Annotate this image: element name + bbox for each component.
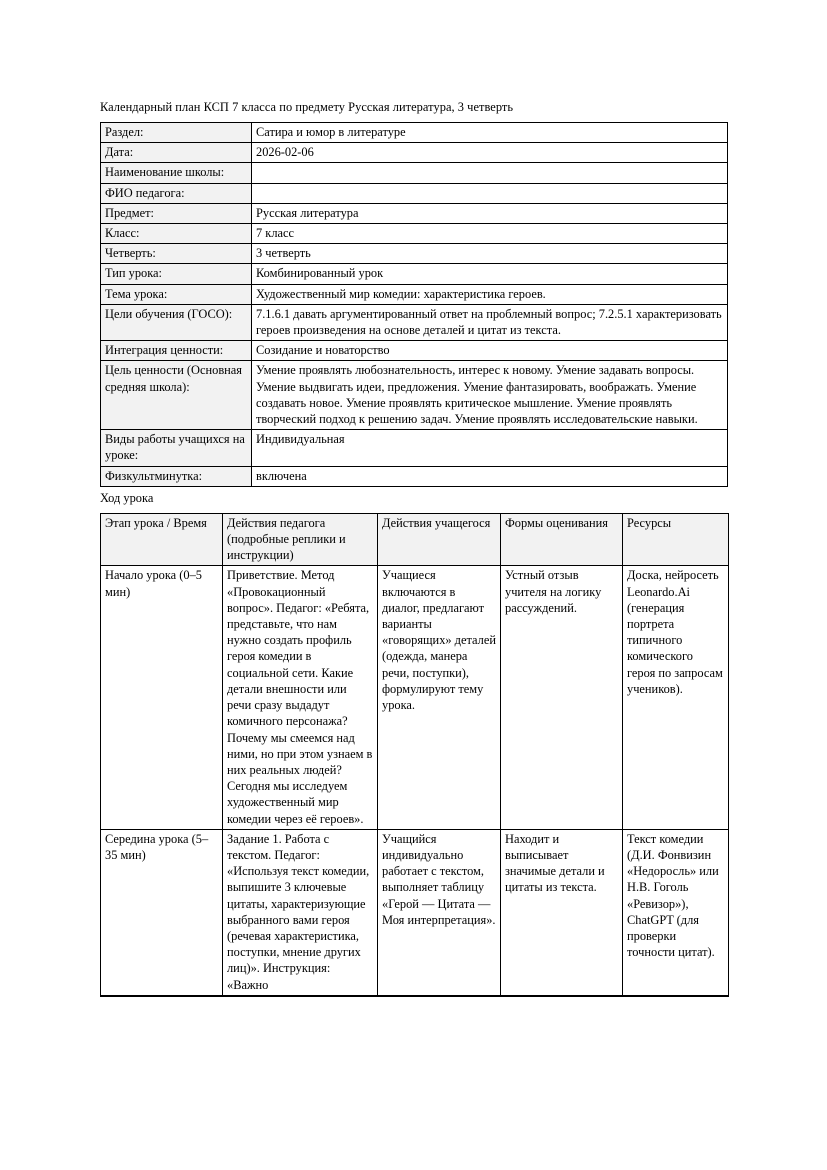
info-label: Тема урока: [101, 284, 252, 304]
cell-student-actions: Учащийся индивидуально работает с текстом, выполняет таблицу «Герой — Цитата — Моя интерпретация». [378, 829, 501, 996]
info-label: Класс: [101, 224, 252, 244]
table-row [101, 203, 728, 223]
info-value: Комбинированный урок [252, 264, 728, 284]
cell-stage: Начало урока (0–5 мин) [101, 566, 223, 829]
info-value: Художественный мир комедии: характеристика героев. [252, 284, 728, 304]
column-header-stage: Этап урока / Время [101, 513, 223, 566]
info-value [252, 183, 728, 203]
column-header-assessment: Формы оценивания [501, 513, 623, 566]
cell-resources: Текст комедии (Д.И. Фонвизин «Недоросль» или Н.В. Гоголь «Ревизор»), ChatGPT (для проверки точности цитат). [623, 829, 729, 996]
info-value: Сатира и юмор в литературе [252, 123, 728, 143]
info-label: Виды работы учащихся на уроке: [101, 430, 252, 466]
cell-assessment: Устный отзыв учителя на логику рассуждений. [501, 566, 623, 829]
info-label: Интеграция ценности: [101, 341, 252, 361]
lesson-info-table [100, 122, 728, 487]
table-row [101, 123, 728, 143]
table-row [101, 183, 728, 203]
table-row [101, 264, 728, 284]
info-label: Предмет: [101, 203, 252, 223]
table-row [101, 341, 728, 361]
info-label: Наименование школы: [101, 163, 252, 183]
cell-student-actions: Учащиеся включаются в диалог, предлагают варианты «говорящих» деталей (одежда, манера речи, поступки), формулируют тему урока. [378, 566, 501, 829]
column-header-resources: Ресурсы [623, 513, 729, 566]
lesson-flow-heading: Ход урока [100, 490, 154, 505]
info-value: Созидание и новаторство [252, 341, 728, 361]
info-label: Тип урока: [101, 264, 252, 284]
info-value: 2026-02-06 [252, 143, 728, 163]
table-row [101, 244, 728, 264]
info-table-body [101, 123, 728, 487]
table-row [101, 224, 728, 244]
table-row [101, 143, 728, 163]
cell-stage: Середина урока (5–35 мин) [101, 829, 223, 996]
table-header-row [101, 513, 729, 566]
lesson-flow-table [100, 513, 729, 997]
info-label: Дата: [101, 143, 252, 163]
column-header-teacher-actions: Действия педагога (подробные реплики и инструкции) [223, 513, 378, 566]
lesson-table-body [101, 566, 729, 996]
info-value: Русская литература [252, 203, 728, 223]
info-label: Цели обучения (ГОСО): [101, 304, 252, 340]
cell-teacher-actions: Задание 1. Работа с текстом. Педагог: «Используя текст комедии, выпишите 3 ключевые цитаты, характеризующие выбранного вами героя (речевая характеристика, поступки, мнение других лиц)». Инструкция: «Важно [223, 829, 378, 996]
table-row [101, 361, 728, 430]
info-value: 7 класс [252, 224, 728, 244]
cell-teacher-actions: Приветствие. Метод «Провокационный вопрос». Педагог: «Ребята, представьте, что нам нужно создать профиль героя комедии в социальной сети. Какие детали внешности или речи сразу выдадут комичного персонажа? Почему мы смеемся над ними, но при этом узнаем в них реальных людей? Сегодня мы исследуем художественный мир комедии через её героев». [223, 566, 378, 829]
info-value: 7.1.6.1 давать аргументированный ответ на проблемный вопрос; 7.2.5.1 характеризовать героев произведения на основе деталей и цитат из текста. [252, 304, 728, 340]
cell-resources: Доска, нейросеть Leonardo.Ai (генерация портрета типичного комического героя по запросам учеников). [623, 566, 729, 829]
info-value: Индивидуальная [252, 430, 728, 466]
info-value: Умение проявлять любознательность, интерес к новому. Умение задавать вопросы. Умение выдвигать идеи, предложения. Умение фантазировать, воображать. Умение создавать новое. Умение проявлять критическое мышление. Умение проявлять творческий подход к решению задач. Умение проявлять исследовательские навыки. [252, 361, 728, 430]
table-row [101, 163, 728, 183]
info-label: Цель ценности (Основная средняя школа): [101, 361, 252, 430]
column-header-student-actions: Действия учащегося [378, 513, 501, 566]
table-row [101, 566, 729, 829]
page-title: Календарный план КСП 7 класса по предмету Русская литература, 3 четверть [100, 100, 514, 114]
info-label: ФИО педагога: [101, 183, 252, 203]
info-value [252, 163, 728, 183]
table-row [101, 304, 728, 340]
table-row [101, 829, 729, 996]
cell-assessment: Находит и выписывает значимые детали и цитаты из текста. [501, 829, 623, 996]
info-value: включена [252, 466, 728, 486]
table-row [101, 466, 728, 486]
info-label: Раздел: [101, 123, 252, 143]
table-row [101, 284, 728, 304]
table-row [101, 430, 728, 466]
info-label: Четверть: [101, 244, 252, 264]
lesson-table-head [101, 513, 729, 566]
info-label: Физкультминутка: [101, 466, 252, 486]
info-value: 3 четверть [252, 244, 728, 264]
